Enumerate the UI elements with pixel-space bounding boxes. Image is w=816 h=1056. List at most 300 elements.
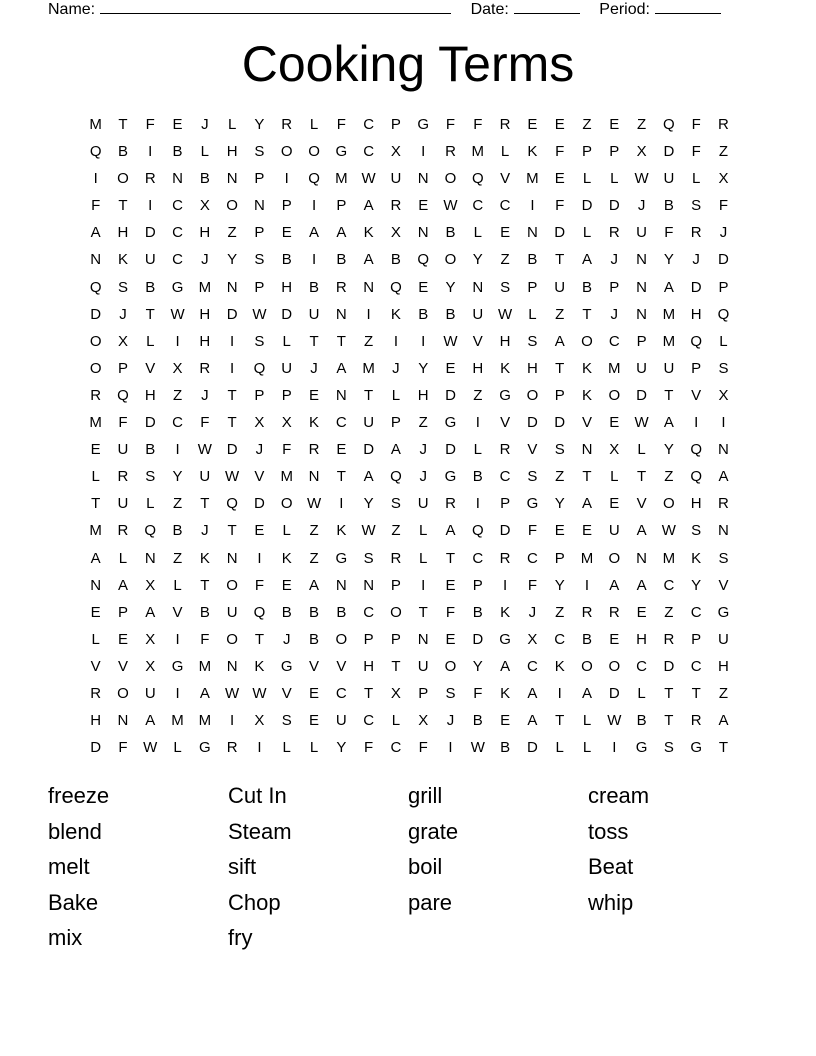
grid-letter: P — [527, 278, 538, 296]
grid-letter: D — [254, 495, 265, 513]
grid-letter: I — [421, 332, 426, 350]
grid-letter: V — [145, 359, 156, 377]
grid-letter: G — [526, 495, 539, 513]
grid-letter: G — [690, 739, 703, 757]
date-blank[interactable] — [514, 0, 580, 14]
word-list-item: mix — [48, 925, 83, 951]
grid-letter: W — [607, 712, 622, 730]
grid-letter: H — [636, 630, 647, 648]
grid-letter: U — [199, 468, 211, 486]
grid-letter: U — [363, 414, 375, 432]
grid-letter: T — [418, 603, 428, 621]
grid-letter: J — [119, 305, 127, 323]
grid-letter: R — [117, 522, 129, 540]
grid-letter: R — [390, 549, 402, 567]
grid-letter: I — [694, 414, 699, 432]
grid-letter: R — [445, 143, 456, 161]
grid-letter: V — [254, 468, 265, 486]
grid-letter: Q — [308, 170, 320, 188]
grid-letter: L — [582, 712, 592, 730]
grid-letter: L — [555, 739, 564, 757]
grid-letter: N — [226, 278, 238, 296]
grid-letter: B — [500, 739, 511, 757]
grid-letter: S — [691, 197, 702, 215]
grid-letter: L — [173, 576, 182, 594]
grid-letter: R — [608, 224, 620, 242]
grid-letter: A — [363, 197, 374, 215]
grid-letter: P — [117, 603, 128, 621]
grid-letter: O — [390, 603, 402, 621]
grid-letter: Q — [253, 603, 266, 621]
grid-letter: B — [172, 522, 183, 540]
grid-letter: V — [581, 414, 592, 432]
grid-letter: I — [721, 414, 726, 432]
grid-letter: I — [257, 739, 262, 757]
grid-letter: Z — [309, 522, 319, 540]
period-blank[interactable] — [655, 0, 721, 14]
grid-letter: N — [335, 386, 347, 404]
grid-letter: K — [281, 549, 292, 567]
grid-letter: U — [335, 712, 347, 730]
grid-letter: D — [363, 441, 375, 459]
grid-letter: P — [390, 414, 401, 432]
grid-letter: H — [281, 278, 293, 296]
grid-letter: P — [554, 549, 565, 567]
grid-letter: H — [690, 495, 702, 513]
grid-letter: N — [581, 441, 593, 459]
grid-letter: R — [390, 197, 402, 215]
grid-letter: S — [718, 359, 729, 377]
grid-letter: E — [554, 170, 565, 188]
grid-letter: I — [612, 739, 617, 757]
grid-letter: U — [636, 224, 647, 242]
grid-letter: U — [663, 170, 675, 188]
grid-letter: Z — [664, 603, 674, 621]
grid-letter: U — [308, 305, 320, 323]
grid-letter: V — [500, 414, 511, 432]
grid-letter: I — [175, 332, 180, 350]
grid-letter: Z — [500, 251, 510, 269]
grid-letter: N — [363, 576, 375, 594]
grid-letter: Z — [172, 495, 183, 513]
grid-letter: T — [582, 468, 592, 486]
grid-letter: S — [363, 549, 374, 567]
grid-letter: O — [117, 170, 129, 188]
word-list-item: blend — [48, 818, 102, 844]
grid-letter: S — [281, 712, 292, 730]
grid-letter: G — [417, 116, 430, 133]
grid-letter: T — [227, 522, 237, 540]
grid-letter: W — [443, 332, 458, 350]
grid-letter: M — [662, 332, 676, 350]
grid-letter: H — [526, 359, 538, 377]
grid-letter: D — [636, 386, 647, 404]
grid-letter: U — [417, 495, 429, 513]
grid-letter: M — [471, 143, 485, 161]
grid-letter: V — [472, 332, 483, 350]
grid-letter: Y — [336, 739, 347, 757]
grid-letter: O — [581, 657, 593, 675]
grid-letter: C — [363, 712, 375, 730]
grid-letter: A — [390, 441, 401, 459]
grid-letter: B — [172, 143, 183, 161]
grid-letter: S — [390, 495, 401, 513]
grid-letter: A — [90, 549, 101, 567]
grid-letter: T — [391, 657, 401, 675]
grid-letter: Y — [663, 251, 674, 269]
grid-letter: S — [663, 739, 674, 757]
grid-letter: Y — [445, 278, 456, 296]
grid-letter: A — [718, 468, 729, 486]
grid-letter: O — [280, 143, 293, 161]
grid-letter: C — [690, 657, 702, 675]
grid-letter: P — [254, 386, 265, 404]
grid-letter: X — [390, 224, 401, 242]
grid-letter: Q — [471, 170, 484, 188]
grid-letter: T — [200, 495, 210, 513]
grid-letter: I — [284, 170, 289, 188]
grid-letter: H — [90, 712, 102, 730]
grid-letter: W — [197, 441, 212, 459]
grid-letter: I — [557, 684, 562, 702]
grid-letter: K — [581, 359, 592, 377]
grid-letter: C — [690, 603, 702, 621]
grid-letter: S — [254, 143, 265, 161]
grid-letter: A — [527, 712, 538, 730]
grid-letter: U — [554, 278, 566, 296]
grid-letter: S — [254, 332, 265, 350]
grid-letter: J — [528, 603, 537, 621]
grid-letter: L — [637, 684, 646, 702]
grid-letter: S — [500, 278, 511, 296]
grid-letter: D — [554, 414, 566, 432]
grid-letter: C — [172, 251, 183, 269]
grid-letter: E — [636, 603, 647, 621]
grid-letter: F — [200, 414, 210, 432]
grid-letter: V — [500, 170, 511, 188]
grid-letter: A — [145, 603, 156, 621]
grid-letter: D — [608, 684, 620, 702]
grid-letter: I — [175, 630, 180, 648]
grid-letter: C — [526, 657, 538, 675]
grid-letter: I — [448, 739, 453, 757]
grid-letter: B — [309, 630, 320, 648]
grid-letter: V — [90, 657, 101, 675]
grid-letter: T — [227, 386, 237, 404]
grid-letter: Y — [172, 468, 183, 486]
name-field[interactable] — [48, 0, 451, 19]
word-list-item: grill — [408, 783, 443, 808]
grid-letter: A — [581, 495, 592, 513]
grid-letter: E — [609, 495, 620, 513]
grid-letter: R — [499, 441, 511, 459]
grid-letter: P — [554, 386, 565, 404]
grid-letter: O — [226, 630, 238, 648]
grid-letter: F — [364, 739, 374, 757]
grid-letter: C — [363, 143, 375, 161]
period-label: Period: — [599, 1, 650, 18]
grid-letter: U — [472, 305, 484, 323]
grid-letter: X — [117, 332, 128, 350]
grid-letter: L — [282, 332, 291, 350]
grid-letter: B — [145, 278, 156, 296]
grid-letter: X — [281, 414, 292, 432]
grid-letter: B — [336, 251, 347, 269]
grid-letter: X — [718, 386, 729, 404]
grid-letter: O — [89, 332, 102, 350]
grid-letter: K — [691, 549, 702, 567]
grid-letter: R — [199, 359, 211, 377]
grid-letter: T — [555, 251, 565, 269]
grid-letter: T — [200, 576, 210, 594]
grid-letter: H — [199, 332, 211, 350]
grid-letter: T — [664, 386, 674, 404]
grid-letter: J — [610, 251, 619, 269]
grid-letter: C — [335, 414, 347, 432]
grid-letter: L — [582, 170, 592, 188]
grid-letter: L — [309, 739, 319, 757]
grid-letter: F — [254, 576, 265, 594]
grid-letter: W — [361, 522, 376, 540]
grid-letter: M — [89, 116, 102, 133]
grid-letter: Z — [718, 143, 729, 161]
grid-letter: D — [472, 630, 484, 648]
grid-letter: G — [280, 657, 293, 675]
grid-letter: T — [91, 495, 101, 513]
grid-letter: I — [311, 197, 317, 215]
grid-letter: Y — [554, 576, 565, 594]
grid-letter: K — [500, 603, 511, 621]
grid-letter: O — [608, 386, 621, 404]
word-list-item: fry — [228, 925, 253, 951]
grid-letter: V — [172, 603, 183, 621]
grid-letter: N — [226, 657, 238, 675]
grid-letter: N — [226, 549, 238, 567]
grid-letter: U — [117, 441, 129, 459]
grid-letter: R — [581, 603, 593, 621]
name-blank[interactable] — [100, 0, 451, 14]
grid-letter: M — [198, 712, 212, 730]
grid-letter: M — [362, 359, 375, 377]
grid-letter: N — [472, 278, 484, 296]
grid-letter: W — [634, 414, 649, 432]
grid-letter: K — [199, 549, 210, 567]
grid-letter: F — [555, 143, 565, 161]
grid-letter: S — [145, 468, 156, 486]
period-field[interactable] — [599, 0, 721, 19]
grid-letter: H — [199, 224, 211, 242]
grid-letter: P — [254, 224, 265, 242]
grid-letter: A — [90, 224, 101, 242]
grid-letter: F — [200, 630, 210, 648]
grid-letter: X — [390, 684, 401, 702]
grid-letter: D — [581, 197, 593, 215]
grid-letter: X — [718, 170, 729, 188]
grid-letter: I — [421, 576, 426, 594]
grid-letter: C — [526, 549, 538, 567]
grid-letter: Q — [89, 278, 102, 296]
grid-letter: A — [636, 522, 647, 540]
word-list — [48, 780, 768, 958]
grid-letter: H — [718, 657, 729, 675]
grid-letter: T — [118, 116, 128, 133]
grid-letter: L — [610, 170, 619, 188]
grid-letter: X — [145, 630, 156, 648]
grid-letter: W — [306, 495, 322, 513]
grid-letter: O — [663, 495, 675, 513]
grid-letter: Y — [554, 495, 565, 513]
grid-letter: S — [718, 549, 729, 567]
grid-letter: D — [144, 224, 156, 242]
grid-letter: C — [636, 657, 647, 675]
grid-letter: S — [254, 251, 265, 269]
grid-letter: A — [445, 522, 456, 540]
grid-letter: P — [581, 143, 592, 161]
grid-letter: X — [199, 197, 210, 215]
grid-letter: N — [308, 468, 320, 486]
grid-letter: Q — [253, 359, 266, 377]
grid-letter: E — [609, 414, 620, 432]
page-title: Cooking Terms — [241, 36, 575, 92]
grid-letter: U — [117, 495, 129, 513]
grid-letter: N — [636, 278, 647, 296]
grid-letter: F — [473, 116, 483, 133]
grid-letter: I — [503, 576, 508, 594]
grid-letter: C — [499, 468, 511, 486]
grid-letter: I — [475, 495, 480, 513]
grid-letter: A — [336, 224, 347, 242]
grid-letter: Q — [390, 468, 402, 486]
grid-letter: D — [718, 251, 729, 269]
grid-letter: Z — [227, 224, 237, 242]
grid-letter: J — [610, 305, 619, 323]
grid-letter: M — [335, 170, 348, 188]
grid-letter: I — [257, 549, 262, 567]
grid-letter: Q — [471, 522, 484, 540]
grid-letter: E — [117, 630, 128, 648]
grid-letter: Q — [390, 278, 402, 296]
grid-letter: W — [634, 170, 649, 188]
grid-letter: E — [172, 116, 183, 133]
grid-letter: Z — [637, 116, 647, 133]
grid-letter: O — [444, 251, 457, 269]
grid-letter: C — [363, 116, 375, 133]
grid-letter: E — [554, 522, 565, 540]
grid-letter: P — [281, 386, 292, 404]
grid-letter: L — [610, 468, 619, 486]
date-field[interactable] — [471, 0, 580, 19]
grid-letter: J — [255, 441, 264, 459]
grid-letter: F — [445, 603, 456, 621]
grid-letter: L — [282, 739, 291, 757]
grid-letter: T — [718, 739, 729, 757]
grid-letter: H — [690, 305, 702, 323]
grid-letter: M — [580, 549, 594, 567]
grid-letter: G — [499, 630, 511, 648]
grid-letter: Q — [717, 305, 730, 323]
grid-letter: H — [417, 386, 429, 404]
grid-letter: A — [363, 468, 374, 486]
grid-letter: Z — [555, 468, 565, 486]
grid-letter: E — [281, 224, 292, 242]
grid-letter: D — [663, 657, 675, 675]
grid-letter: S — [691, 522, 702, 540]
grid-letter: T — [555, 712, 565, 730]
grid-letter: X — [145, 657, 156, 675]
grid-letter: R — [117, 468, 129, 486]
grid-letter: W — [252, 305, 267, 323]
grid-letter: L — [282, 522, 291, 540]
grid-letter: I — [148, 197, 153, 215]
grid-letter: P — [281, 197, 292, 215]
grid-letter: V — [336, 657, 347, 675]
grid-letter: R — [281, 116, 293, 133]
grid-letter: F — [691, 116, 701, 133]
grid-letter: V — [309, 657, 320, 675]
grid-letter: K — [500, 684, 511, 702]
grid-letter: B — [472, 712, 483, 730]
grid-letter: I — [230, 332, 235, 350]
grid-letter: B — [445, 224, 456, 242]
grid-letter: B — [581, 278, 592, 296]
grid-letter: D — [226, 305, 238, 323]
grid-letter: W — [170, 305, 185, 323]
grid-letter: B — [336, 603, 347, 621]
grid-letter: P — [254, 170, 265, 188]
grid-letter: P — [336, 197, 347, 215]
grid-letter: L — [719, 332, 728, 350]
grid-letter: J — [201, 386, 209, 404]
grid-letter: N — [363, 278, 375, 296]
grid-letter: L — [419, 549, 428, 567]
grid-letter: E — [418, 278, 429, 296]
grid-letter: H — [363, 657, 375, 675]
grid-letter: R — [144, 170, 156, 188]
grid-letter: E — [309, 684, 320, 702]
grid-letter: O — [280, 495, 293, 513]
grid-letter: V — [691, 386, 702, 404]
grid-letter: C — [172, 414, 183, 432]
grid-letter: W — [661, 522, 676, 540]
grid-letter: W — [443, 197, 458, 215]
grid-letter: G — [199, 739, 211, 757]
grid-letter: I — [175, 441, 180, 459]
grid-letter: I — [421, 143, 426, 161]
grid-letter: R — [499, 116, 511, 133]
grid-letter: B — [663, 197, 674, 215]
grid-letter: B — [527, 251, 538, 269]
grid-letter: J — [692, 251, 700, 269]
date-label: Date: — [470, 1, 509, 18]
grid-letter: A — [581, 684, 592, 702]
grid-letter: P — [691, 359, 702, 377]
grid-letter: F — [445, 116, 456, 133]
grid-letter: W — [252, 684, 267, 702]
grid-letter: E — [336, 441, 347, 459]
grid-letter: T — [445, 549, 456, 567]
grid-letter: T — [364, 386, 374, 404]
grid-letter: C — [335, 684, 347, 702]
grid-letter: E — [445, 576, 456, 594]
word-list-item: melt — [48, 854, 90, 880]
grid-letter: Z — [582, 116, 592, 133]
grid-letter: I — [230, 712, 235, 730]
grid-letter: Z — [555, 305, 565, 323]
grid-letter: E — [418, 197, 429, 215]
grid-letter: Y — [363, 495, 374, 513]
grid-letter: B — [281, 603, 292, 621]
grid-letter: T — [227, 414, 237, 432]
